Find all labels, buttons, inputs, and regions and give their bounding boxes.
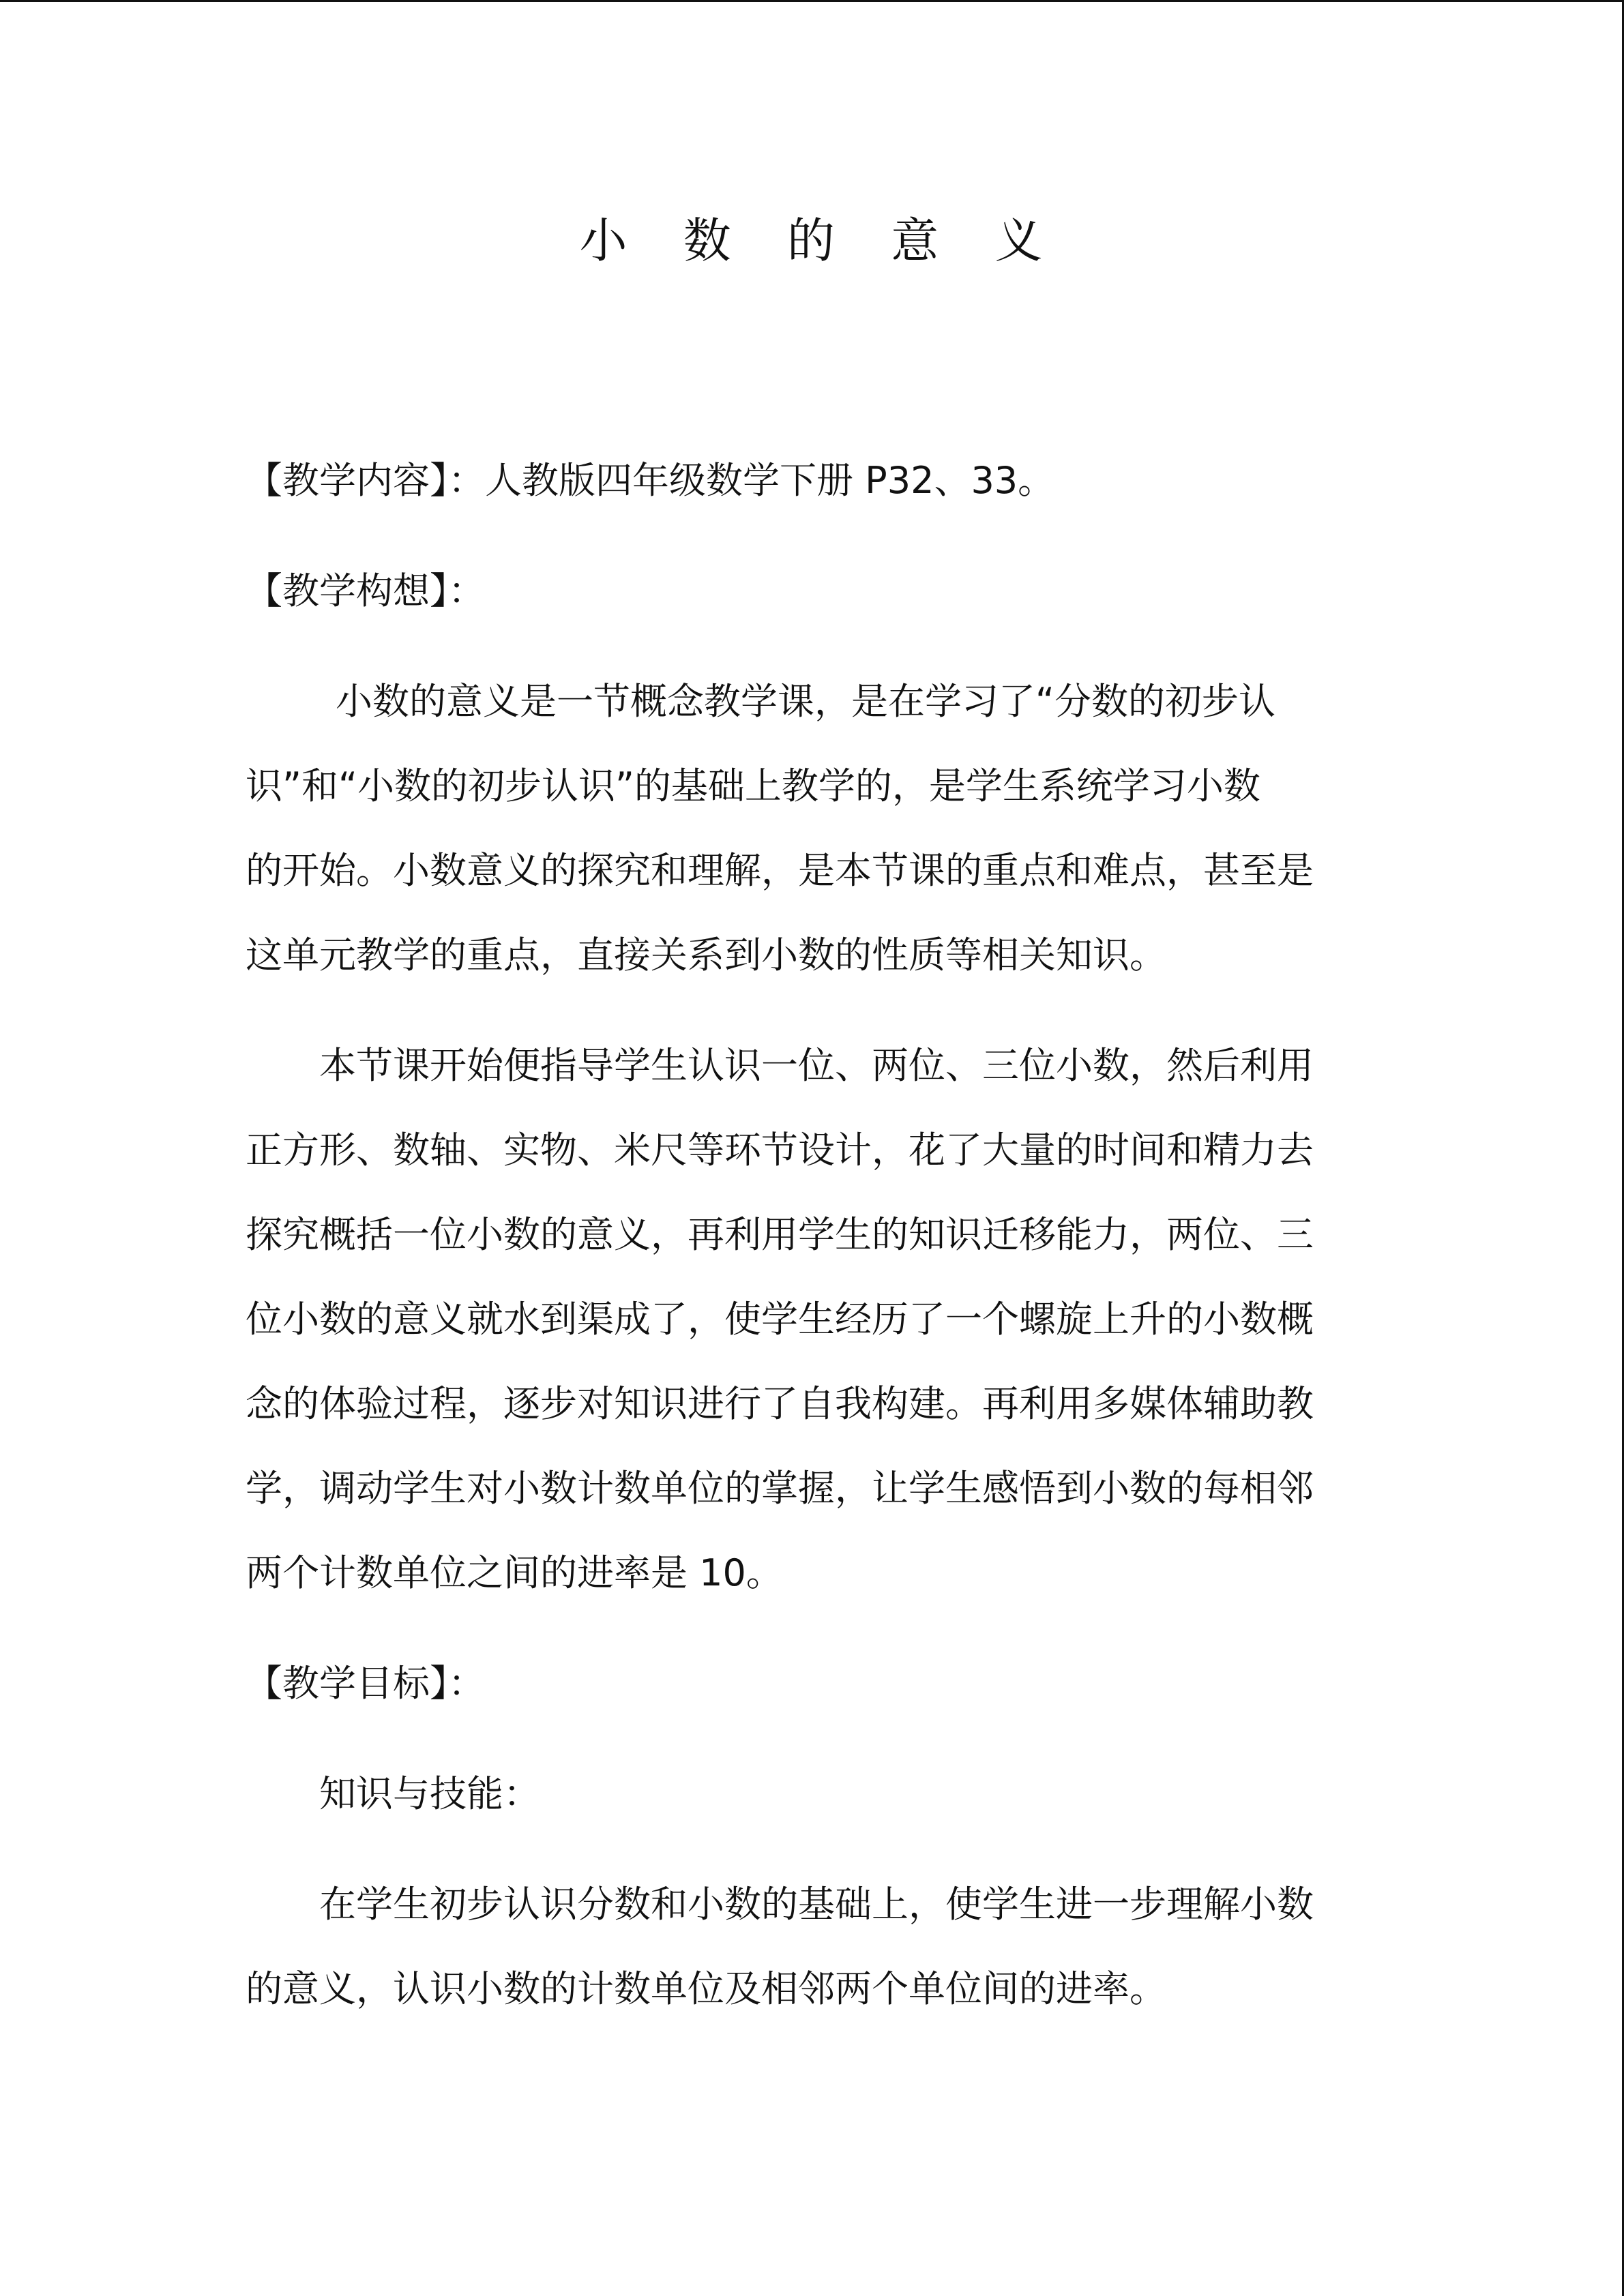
paragraph-line: 念的体验过程，逐步对知识进行了自我构建。再利用多媒体辅助教 (246, 1382, 1314, 1425)
document-body (246, 438, 1364, 2057)
paragraph-line: 探究概括一位小数的意义，再利用学生的知识迁移能力，两位、三 (246, 1213, 1314, 1256)
skills-paragraph (246, 1862, 1364, 2031)
paragraph-line: 小数的意义是一节概念教学课，是在学习了“分数的初步认 (336, 680, 1275, 723)
teaching-content-heading: 【教学内容】：人教版四年级数学下册 P32、33。 (246, 459, 1055, 502)
paragraph-line: 正方形、数轴、实物、米尺等环节设计，花了大量的时间和精力去 (246, 1129, 1314, 1172)
paragraph-line: 学，调动学生对小数计数单位的掌握，让学生感悟到小数的每相邻 (246, 1467, 1314, 1510)
document-title: 小 数 的 意 义 (579, 213, 1063, 269)
paragraph-line: 在学生初步认识分数和小数的基础上，使学生进一步理解小数 (319, 1883, 1314, 1926)
teaching-goals-heading: 【教学目标】： (246, 1662, 485, 1705)
concept-paragraph-2 (246, 1024, 1364, 1615)
paragraph-line: 的开始。小数意义的探究和理解，是本节课的重点和难点，甚至是 (246, 849, 1314, 892)
paragraph-line: 识”和“小数的初步认识”的基础上教学的，是学生系统学习小数 (246, 764, 1260, 807)
teaching-concept-heading: 【教学构想】： (246, 569, 485, 612)
paragraph-line: 位小数的意义就水到渠成了，使学生经历了一个螺旋上升的小数概 (246, 1298, 1314, 1341)
paragraph-line: 这单元教学的重点，直接关系到小数的性质等相关知识。 (246, 934, 1166, 976)
skills-heading: 知识与技能： (319, 1772, 540, 1815)
paragraph-line: 两个计数单位之间的进率是 10。 (246, 1551, 783, 1594)
concept-paragraph-1 (246, 659, 1364, 998)
paragraph-line: 本节课开始便指导学生认识一位、两位、三位小数，然后利用 (319, 1044, 1314, 1087)
paragraph-line: 的意义，认识小数的计数单位及相邻两个单位间的进率。 (246, 1967, 1166, 2010)
